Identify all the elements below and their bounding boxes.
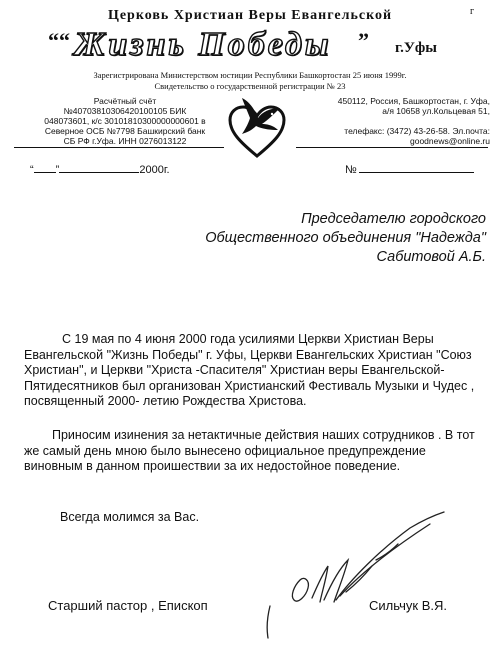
signatory-title: Старший пастор , Епископ (48, 598, 208, 613)
date-day-blank (34, 172, 56, 173)
dove-heart-logo-icon (222, 92, 292, 162)
number-blank (359, 172, 474, 173)
open-quote: ““ (48, 28, 70, 53)
bank-line: №40703810306420100105 БИК (63, 106, 187, 116)
addressee (150, 210, 486, 267)
date-year: 2000г. (139, 164, 170, 176)
date-quote-open: “ (30, 164, 34, 176)
address-line: 450112, Россия, Башкортостан, г. Уфа, (337, 96, 490, 106)
handwritten-signature-icon (260, 510, 450, 640)
address-line: телефакс: (3472) 43-26-58. Эл.почта: (344, 126, 490, 136)
address-details (300, 96, 490, 146)
address-line: а/я 10658 ул.Кольцевая 51, (382, 106, 490, 116)
registration-line: Свидетельство о государственной регистрации № 23 (154, 81, 346, 91)
church-line: Церковь Христиан Веры Евангельской (107, 8, 393, 23)
address-line (300, 116, 490, 126)
number-label: № (345, 164, 357, 176)
body-paragraph: Приносим изинения за нетактичные действия наших сотрудников . В тот же самый день мною было вынесено официальное предупреждение виновным в данном проишествии за их недостойное поведение. (24, 428, 475, 473)
bank-details (20, 96, 230, 146)
church-name-row (40, 26, 470, 66)
bank-line: Расчётный счёт (93, 96, 157, 106)
corner-mark: г (470, 6, 475, 17)
date-quote-close: ” (55, 164, 60, 176)
number-line (345, 164, 474, 176)
header-divider (14, 147, 224, 148)
closing-line: Всегда молимся за Вас. (60, 510, 200, 524)
body-paragraph: С 19 мая по 4 июня 2000 года усилиями Церкви Христиан Веры Евангельской "Жизнь Победы" г. Уфы, Церкви Евангельских Христиан "Союз Христиан", и Церкви "Христа -Спасителя" Христиан веры Евангельской- Пятидесятников был организован Христианский Фестиваль Музыки и Чудес , посвященный 2000- летию Рождества Христова. (24, 332, 475, 408)
church-name: Жизнь Победы (74, 26, 332, 63)
signatory-name: Сильчук В.Я. (369, 598, 447, 613)
addressee-line: Председателю городского (301, 211, 486, 227)
registration-info (0, 70, 500, 92)
registration-line: Зарегистрирована Министерством юстиции Республики Башкортостан 25 июня 1999г. (93, 70, 407, 80)
close-quote: ” (358, 28, 369, 53)
bank-line: 048073601, к/с 30101810300000000601 в (44, 116, 206, 126)
church-city: г.Уфы (395, 40, 437, 56)
addressee-line: Сабитовой А.Б. (376, 249, 486, 265)
bank-line: СБ РФ г.Уфа. ИНН 0276013122 (63, 136, 187, 146)
date-month-blank (59, 172, 139, 173)
bank-line: Северное ОСБ №7798 Башкирский банк (44, 126, 206, 136)
date-line (30, 164, 170, 176)
header-divider (296, 147, 488, 148)
address-line: goodnews@online.ru (410, 136, 490, 146)
addressee-line: Общественного объединения "Надежда" (205, 230, 486, 246)
